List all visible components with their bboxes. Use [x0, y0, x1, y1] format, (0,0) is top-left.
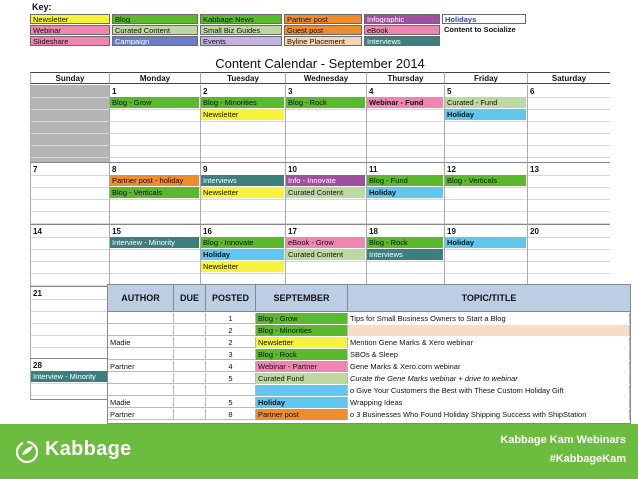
cell-topic[interactable]: SBOs & Sleep — [348, 349, 630, 360]
date-number: 13 — [530, 165, 539, 174]
cell-posted[interactable]: 5 — [206, 397, 256, 408]
cell-september[interactable]: Partner post — [256, 409, 348, 420]
calendar-event[interactable]: Blog - Rock — [286, 97, 365, 108]
header-september[interactable]: SEPTEMBER — [256, 285, 348, 312]
calendar-cell[interactable] — [527, 85, 610, 163]
cell-september[interactable]: Curated Fund — [256, 373, 348, 384]
day-header-tuesday: Tuesday — [200, 72, 285, 84]
date-number: 15 — [112, 227, 121, 236]
calendar-event[interactable]: Blog - Verticals — [110, 187, 199, 198]
cell-september[interactable]: Holiday — [256, 397, 348, 408]
key-item-interviews: Interviews — [364, 36, 440, 46]
calendar-event[interactable]: Blog - Minorities — [201, 97, 284, 108]
calendar-cell[interactable] — [30, 163, 109, 225]
calendar-cell[interactable] — [30, 225, 109, 287]
table-row[interactable] — [108, 337, 630, 348]
content-schedule-table — [107, 284, 631, 424]
key-item-infographic: Infographic — [364, 14, 440, 24]
cell-posted[interactable]: 4 — [206, 361, 256, 372]
table-row[interactable] — [108, 373, 630, 384]
calendar-event[interactable]: Partner post - holiday — [110, 175, 199, 186]
cell-author[interactable] — [108, 313, 174, 324]
calendar-event[interactable]: Interview - Minority — [31, 371, 108, 382]
cell-september[interactable]: Newsletter — [256, 337, 348, 348]
calendar-cell[interactable] — [444, 163, 527, 225]
calendar-event[interactable]: Holiday — [201, 249, 284, 260]
day-header-thursday: Thursday — [366, 72, 444, 84]
calendar-event[interactable]: Interviews — [201, 175, 284, 186]
cell-topic[interactable]: Tips for Small Business Owners to Start a Blog — [348, 313, 630, 324]
cell-topic[interactable] — [348, 325, 630, 336]
date-number: 18 — [369, 227, 378, 236]
cell-due[interactable] — [174, 373, 206, 384]
calendar-event[interactable]: Newsletter — [201, 187, 284, 198]
calendar-event[interactable]: Blog - Grow — [110, 97, 199, 108]
key-item-campaign: Campaign — [112, 36, 198, 46]
table-row[interactable] — [108, 325, 630, 336]
cell-topic[interactable]: Mention Gene Marks & Xero webinar — [348, 337, 630, 348]
date-number: 21 — [33, 289, 42, 298]
calendar-event[interactable]: Newsletter — [201, 109, 284, 120]
date-number: 17 — [288, 227, 297, 236]
key-item-webinar: Webinar — [30, 25, 110, 35]
cell-due[interactable] — [174, 325, 206, 336]
cell-author[interactable]: Madie — [108, 397, 174, 408]
calendar-cell[interactable] — [527, 225, 610, 287]
calendar-event[interactable]: eBook - Grow — [286, 237, 365, 248]
cell-september[interactable]: Blog - Rock — [256, 349, 348, 360]
key-item-content-to-socialize: Content to Socialize — [444, 25, 516, 34]
cell-author[interactable] — [108, 373, 174, 384]
calendar-event[interactable]: Holiday — [367, 187, 443, 198]
cell-due[interactable] — [174, 361, 206, 372]
date-number: 14 — [33, 227, 42, 236]
footer-banner — [0, 424, 638, 479]
cell-topic[interactable]: Gene Marks & Xero.com webinar — [348, 361, 630, 372]
key-item-curated-content: Curated Content — [112, 25, 198, 35]
cell-author[interactable] — [108, 349, 174, 360]
calendar-event[interactable]: Blog - Rock — [367, 237, 443, 248]
calendar-event[interactable]: Curated Content — [286, 249, 365, 260]
day-header-wednesday: Wednesday — [285, 72, 366, 84]
day-header-monday: Monday — [109, 72, 200, 84]
date-number: 11 — [369, 165, 378, 174]
calendar-event[interactable]: Webinar - Fund — [367, 97, 443, 108]
header-due[interactable]: DUE — [174, 285, 206, 312]
cell-due[interactable] — [174, 397, 206, 408]
cell-september[interactable]: Blog - Grow — [256, 313, 348, 324]
table-row[interactable] — [108, 349, 630, 360]
cell-posted[interactable]: 3 — [206, 349, 256, 360]
day-header-sunday: Sunday — [30, 72, 109, 84]
date-number: 16 — [203, 227, 212, 236]
header-author[interactable]: AUTHOR — [108, 285, 174, 312]
cell-posted[interactable]: 8 — [206, 409, 256, 420]
date-number: 12 — [447, 165, 456, 174]
cell-topic[interactable]: Curate the Gene Marks webinar + drive to webinar — [348, 373, 630, 384]
date-number: 4 — [369, 87, 374, 96]
key-item-byline-placement: Byline Placement — [284, 36, 362, 46]
day-header-friday: Friday — [444, 72, 527, 84]
cell-september[interactable]: Blog - Minorities — [256, 325, 348, 336]
cell-author[interactable]: Partner — [108, 409, 174, 420]
webinar-hashtag: #KabbageKam — [549, 453, 626, 465]
calendar-event[interactable]: Info - Innovate — [286, 175, 365, 186]
date-number: 20 — [530, 227, 539, 236]
date-number: 7 — [33, 165, 38, 174]
calendar-event[interactable]: Curated - Fund — [445, 97, 526, 108]
calendar-event[interactable]: Interviews — [367, 249, 443, 260]
cell-due[interactable] — [174, 385, 206, 396]
day-header-saturday: Saturday — [527, 72, 610, 84]
cell-author[interactable]: Madie — [108, 337, 174, 348]
date-number: 3 — [288, 87, 293, 96]
cell-due[interactable] — [174, 409, 206, 420]
date-number: 9 — [203, 165, 208, 174]
key-item-partner-post: Partner post — [284, 14, 362, 24]
header-posted[interactable]: POSTED — [206, 285, 256, 312]
table-row[interactable] — [108, 409, 630, 420]
cell-posted[interactable]: 2 — [206, 325, 256, 336]
calendar-cell[interactable] — [109, 225, 200, 287]
key-item-kabbage-news: Kabbage News — [200, 14, 282, 24]
calendar-cell[interactable] — [527, 163, 610, 225]
cell-topic[interactable]: o 3 Businesses Who Found Holiday Shipping Success with ShipStation — [348, 409, 630, 420]
kabbage-logo-text: Kabbage — [45, 438, 132, 460]
webinar-series-title: Kabbage Kam Webinars — [500, 434, 626, 446]
kabbage-leaf-icon — [14, 439, 40, 465]
cell-posted[interactable] — [206, 385, 256, 396]
header-topic-title[interactable]: TOPIC/TITLE — [348, 285, 630, 312]
key-item-guest-post: Guest post — [284, 25, 362, 35]
cell-due[interactable] — [174, 349, 206, 360]
calendar-event[interactable]: Blog - Innovate — [201, 237, 284, 248]
date-number: 8 — [112, 165, 117, 174]
date-number: 10 — [288, 165, 297, 174]
date-number: 5 — [447, 87, 452, 96]
date-number: 6 — [530, 87, 535, 96]
cell-september[interactable]: Webinar - Partner — [256, 361, 348, 372]
key-title: Key: — [32, 2, 52, 12]
date-number: 19 — [447, 227, 456, 236]
cell-september[interactable] — [256, 385, 348, 396]
key-item-blog: Blog — [112, 14, 198, 24]
cell-author[interactable]: Partner — [108, 361, 174, 372]
key-item-slideshare: Slideshare — [30, 36, 110, 46]
calendar-title: Content Calendar - September 2014 — [215, 56, 425, 71]
table-row[interactable] — [108, 313, 630, 324]
table-row[interactable] — [108, 397, 630, 408]
calendar-event[interactable]: Holiday — [445, 237, 526, 248]
calendar-cell[interactable] — [30, 287, 109, 359]
date-number: 2 — [203, 87, 208, 96]
cell-author[interactable] — [108, 325, 174, 336]
key-item-newsletter: Newsletter — [30, 14, 110, 24]
calendar-event[interactable]: Newsletter — [201, 261, 284, 272]
calendar-event[interactable]: Curated Content — [286, 187, 365, 198]
cell-posted[interactable]: 2 — [206, 337, 256, 348]
date-number: 1 — [112, 87, 117, 96]
calendar-cell[interactable] — [444, 225, 527, 287]
cell-topic[interactable]: o Give Your Customers the Best with These Custom Holiday Gift — [348, 385, 630, 396]
cell-author[interactable] — [108, 385, 174, 396]
key-item-events: Events — [200, 36, 282, 46]
calendar-event[interactable]: Blog - Fund — [367, 175, 443, 186]
date-number: 28 — [33, 361, 42, 370]
cell-posted[interactable]: 5 — [206, 373, 256, 384]
cell-due[interactable] — [174, 313, 206, 324]
cell-due[interactable] — [174, 337, 206, 348]
table-row[interactable] — [108, 385, 630, 396]
key-item-holidays: Holidays — [442, 14, 526, 24]
key-item-ebook: eBook — [364, 25, 440, 35]
key-item-small-biz-guides: Small Biz Guides — [200, 25, 282, 35]
calendar-event[interactable]: Interview - Minority — [110, 237, 199, 248]
cell-posted[interactable]: 1 — [206, 313, 256, 324]
table-row[interactable] — [108, 361, 630, 372]
calendar-event[interactable]: Holiday — [445, 109, 526, 120]
cell-topic[interactable]: Wrapping Ideas — [348, 397, 630, 408]
color-key — [30, 2, 610, 48]
calendar-event[interactable]: Blog - Verticals — [445, 175, 526, 186]
calendar-cell[interactable] — [30, 85, 109, 163]
